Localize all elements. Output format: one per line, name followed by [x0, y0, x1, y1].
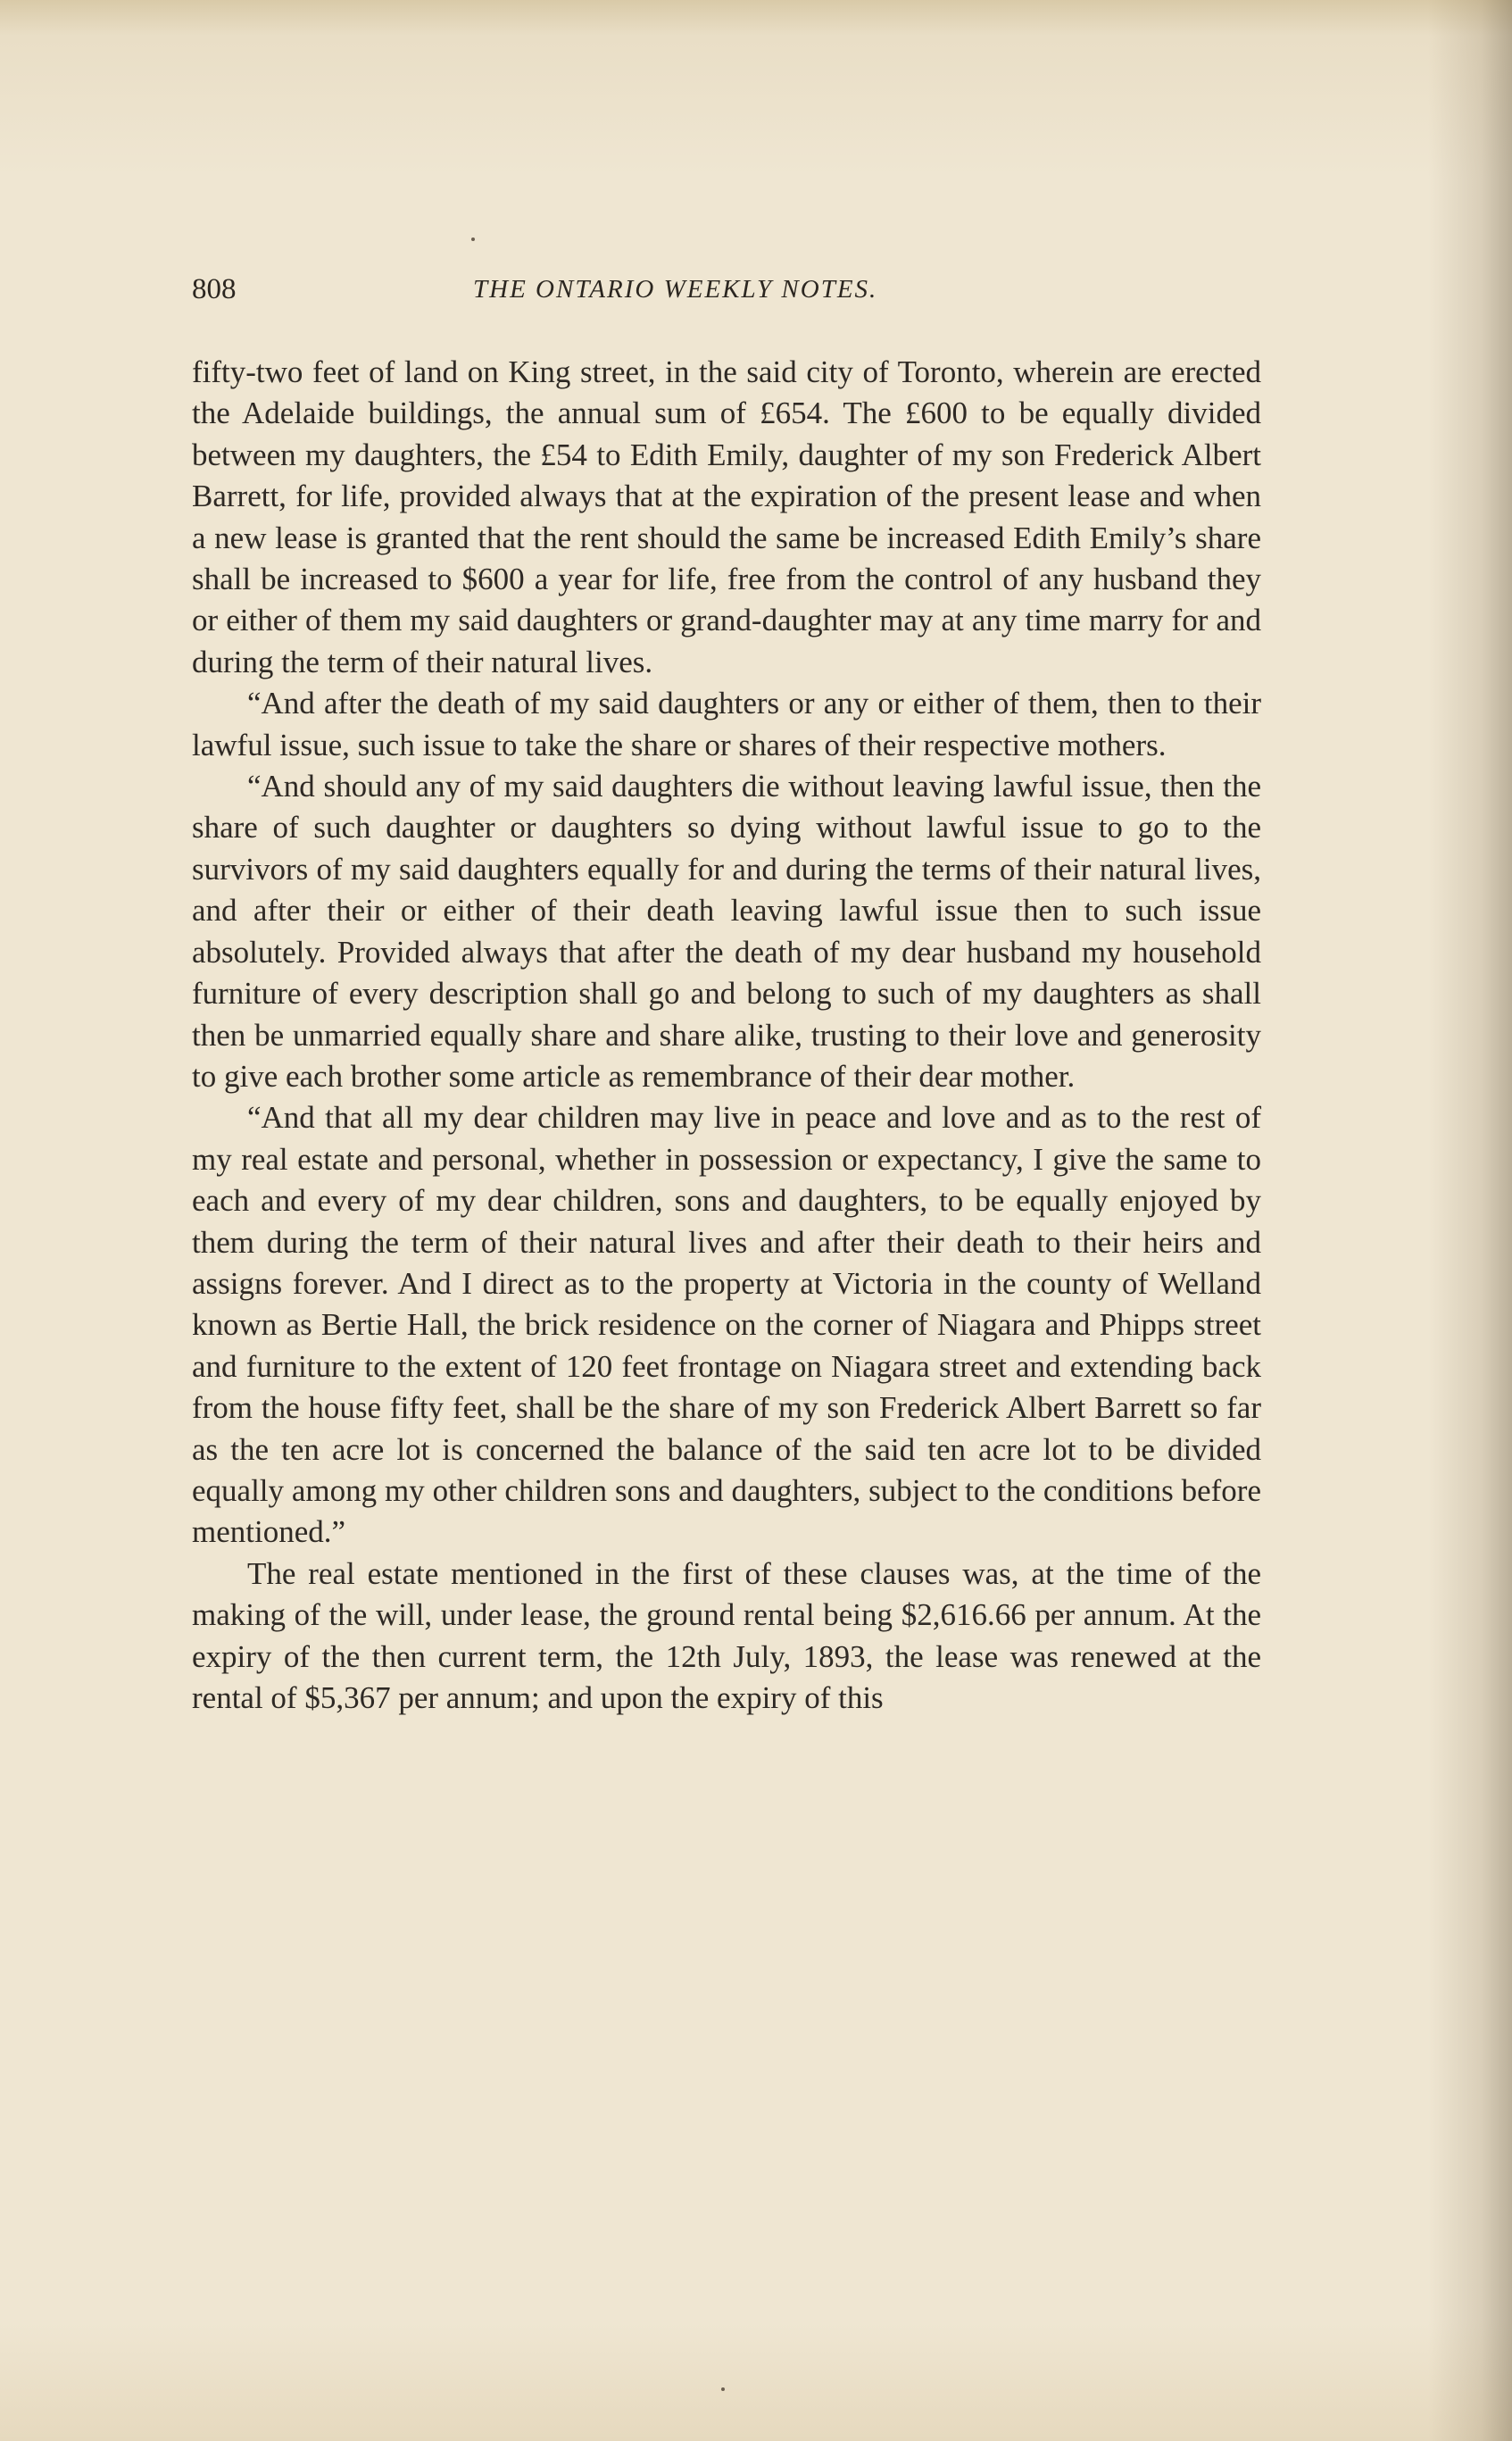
- paragraph-1: fifty-two feet of land on King street, in the said city of Toronto, wherein are erected the Adelaide buildings, the annual sum of £654. The £600 to be equally divided between my daughters, the £54 to Edith Emily, daughter of my son Frederick Albert Barrett, for life, provided always that at the expiration of the present lease and when a new lease is granted that the rent should the same be increased Edith Emily’s share shall be increased to $600 a year for life, free from the control of any husband they or either of them my said daughters or grand-daughter may at any time marry for and during the term of their natural lives.: [192, 354, 1261, 679]
- paper-speck-bottom: [721, 2387, 725, 2391]
- page-header: [192, 273, 1263, 309]
- paper-speck-top: [471, 237, 475, 241]
- paragraph-2: “And after the death of my said daughters or any or either of them, then to their lawful issue, such issue to take the share or shares of their respective mothers.: [192, 686, 1261, 762]
- paragraph-3: “And should any of my said daughters die without leaving lawful issue, then the share of such daughter or daughters so dying without lawful issue to go to the survivors of my said daughters equally for and during the terms of their natural lives, and after their or either of their death leaving lawful issue then to such issue absolutely. Provided always that after the death of my dear husband my household furniture of every description shall go and belong to such of my daughters as shall then be unmarried equally share and share alike, trusting to their love and generosity to give each brother some article as remembrance of their dear mother.: [192, 769, 1261, 1094]
- paragraph-5: The real estate mentioned in the first of these clauses was, at the time of the making of the will, under lease, the ground rental being $2,616.66 per annum. At the expiry of the then current term, the 12th July, 1893, the lease was renewed at the rental of $5,367 per annum; and upon the expiry of this: [192, 1555, 1261, 1715]
- paragraph-4: “And that all my dear children may live in peace and love and as to the rest of my real estate and personal, whether in possession or expectancy, I give the same to each and every of my dear children, sons and daughters, to be equally enjoyed by them during the term of their natural lives and after their death to their heirs and assigns forever. And I direct as to the property at Victoria in the county of Welland known as Bertie Hall, the brick residence on the corner of Niagara and Phipps street and furniture to the extent of 120 feet frontage on Niagara street and extending back from the house fifty feet, shall be the share of my son Frederick Albert Barrett so far as the ten acre lot is concerned the balance of the said ten acre lot to be divided equally among my other children sons and daughters, subject to the conditions before mentioned.”: [192, 1100, 1261, 1550]
- running-head: THE ONTARIO WEEKLY NOTES.: [473, 275, 878, 304]
- body-text: [192, 352, 1261, 1719]
- page-number: 808: [192, 273, 237, 305]
